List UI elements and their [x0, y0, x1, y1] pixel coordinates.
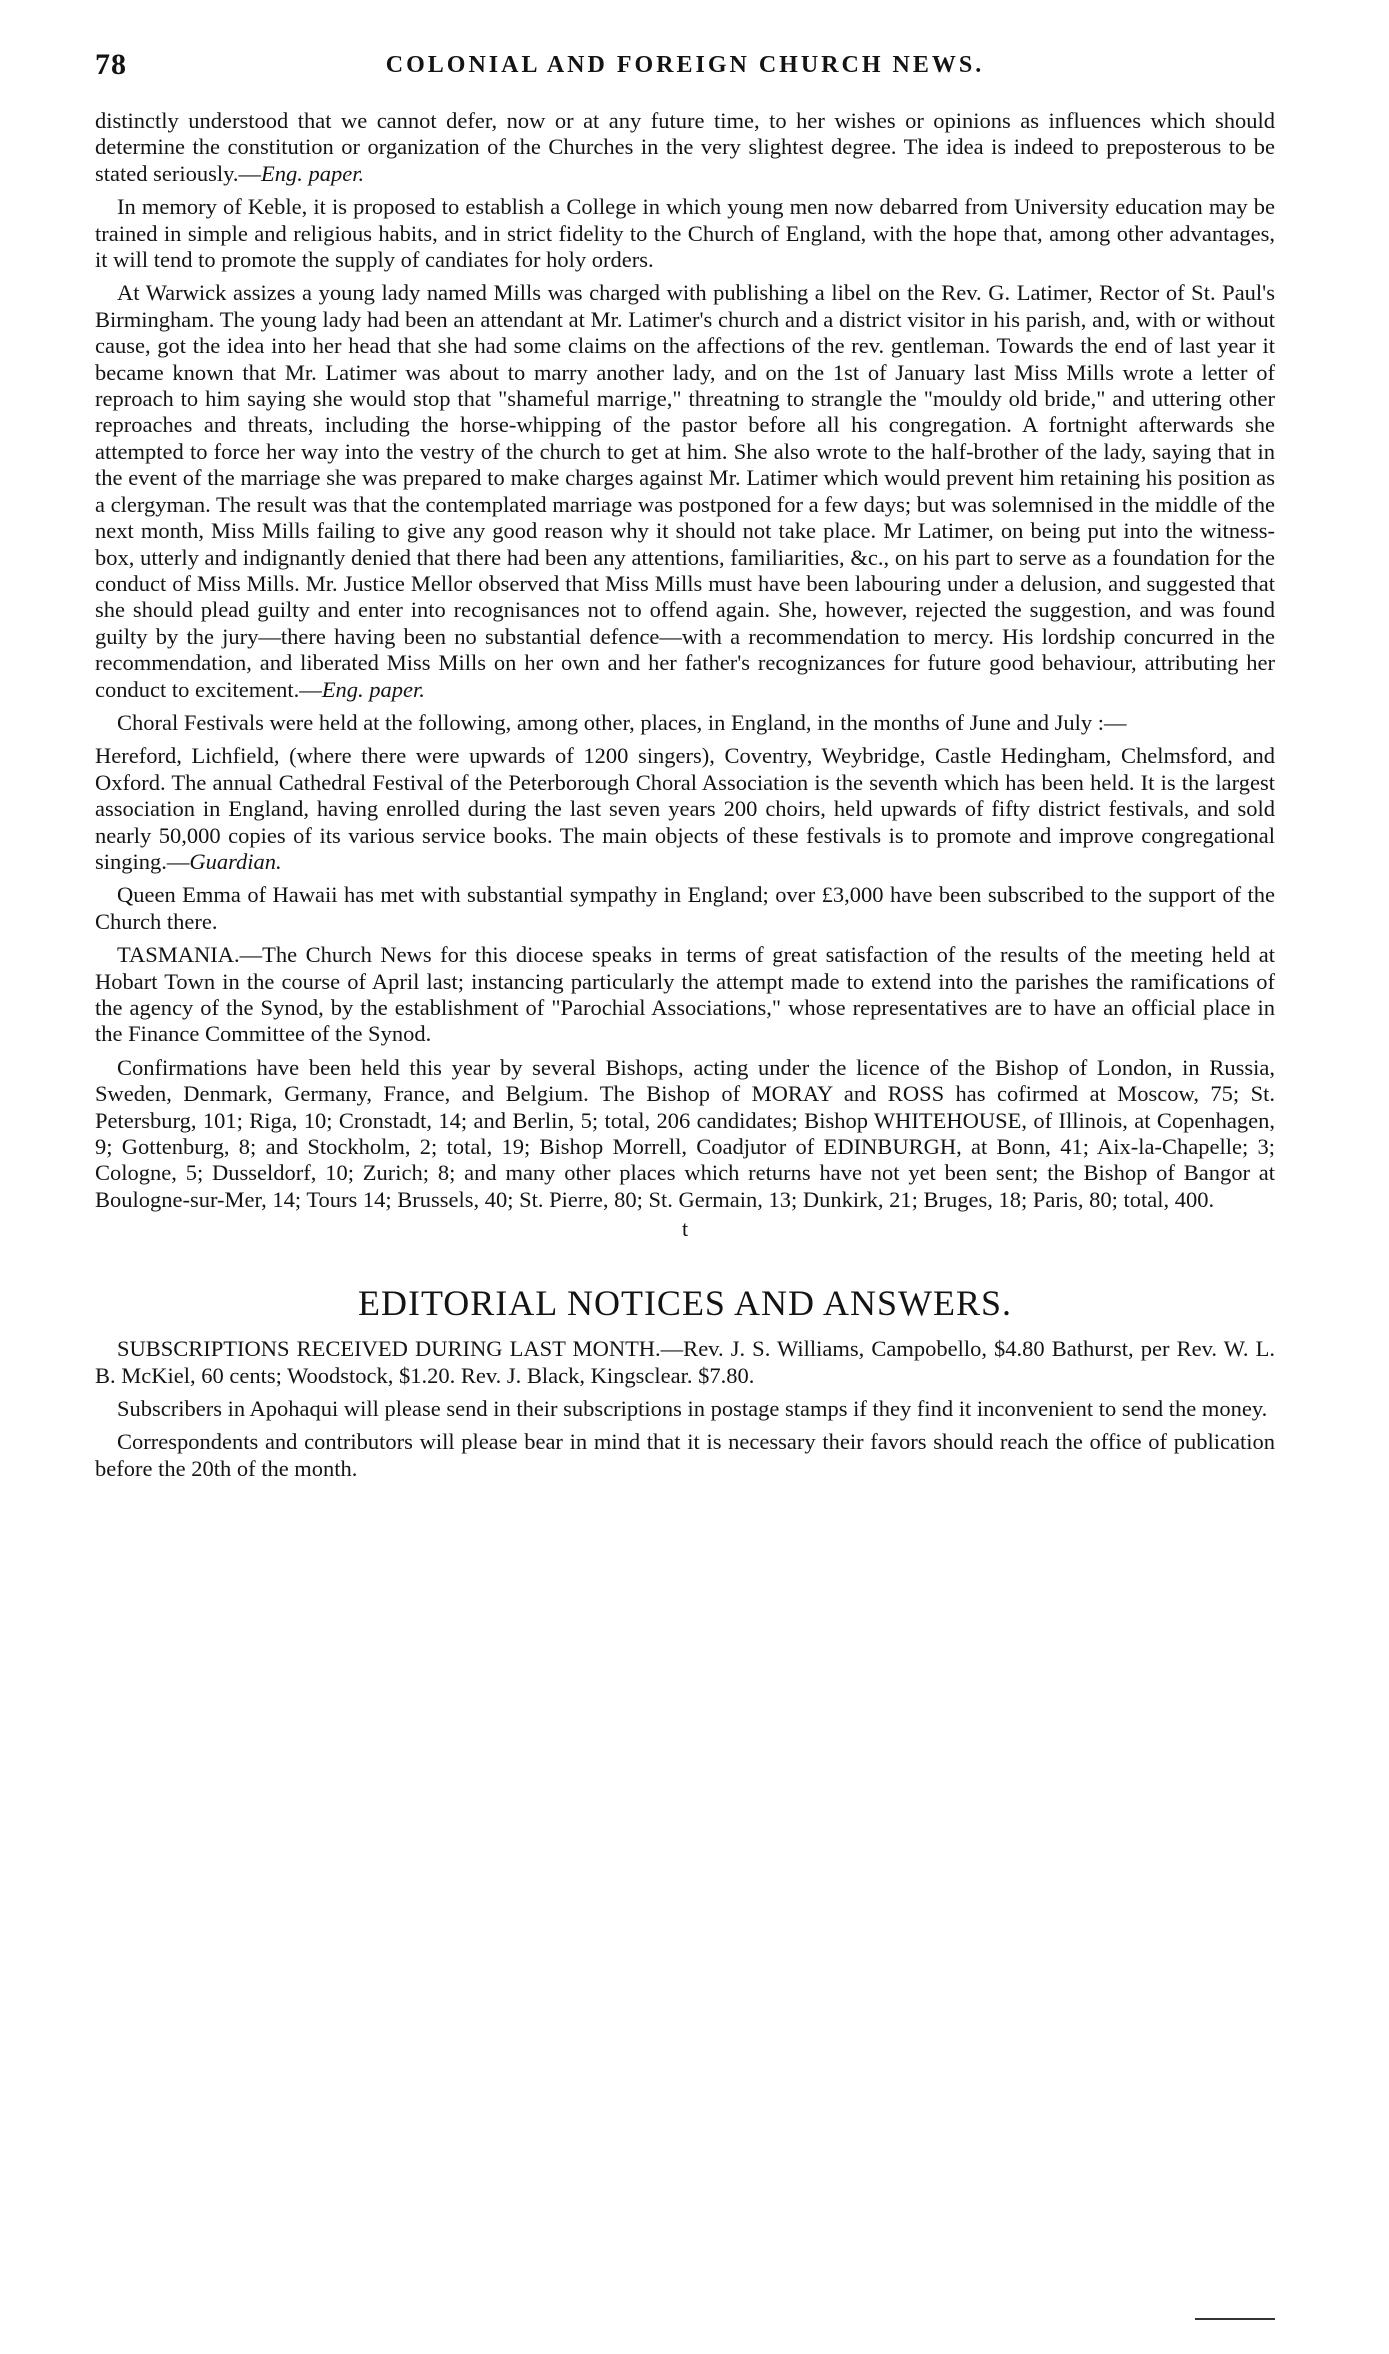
paragraph-text: SUBSCRIPTIONS RECEIVED DURING LAST MONTH.—Rev. J. S. Williams, Campobello, $4.80 Bathurst, per Rev. W. L. B. McKiel, 60 cents; Woodstock, $1.20. Rev. J. Black, Kingsclear. $7.80. [95, 1336, 1275, 1388]
paragraph-festival-places [95, 743, 1275, 875]
page [95, 40, 1275, 2330]
paragraph-text: At Warwick assizes a young lady named Mills was charged with publishing a libel on the Rev. G. Latimer, Rector of St. Paul's Birmingham. The young lady had been an attendant at Mr. Latimer's church and a district visitor in his parish, and, with or without cause, got the idea into her head that she had some claims on the affections of the rev. gentleman. Towards the end of last year it became known that Mr. Latimer was about to marry another lady, and on the 1st of January last Miss Mills wrote a letter of reproach to him saying she would stop that "shameful marrige," threatning to strangle the "mouldy old bride," and uttering other reproaches and threats, including the horse-whipping of the pastor before all his congregation. A fortnight afterwards she attempted to force her way into the vestry of the church to get at him. She also wrote to the half-brother of the lady, saying that in the event of the marriage she was prepared to make charges against Mr. Latimer which would prevent him retaining his position as a clergyman. The result was that the contemplated marriage was postponed for a few days; but was solemnised in the middle of the next month, Miss Mills failing to give any good reason why it should not take place. Mr Latimer, on being put into the witness-box, utterly and indignantly denied that there had been any attentions, familiarities, &c., on his part to serve as a foundation for the conduct of Miss Mills. Mr. Justice Mellor observed that Miss Mills must have been labouring under a delusion, and suggested that she should plead guilty and enter into recognisances not to offend again. She, however, rejected the suggestion, and was found guilty by the jury—there having been no substantial defence—with a recommendation to mercy. His lordship concurred in the recommendation, and liberated Miss Mills on her own and her father's recognizances for future good behaviour, attributing her conduct to excitement.— [95, 280, 1275, 702]
section-title: EDITORIAL NOTICES AND ANSWERS. [357, 1283, 1012, 1324]
paragraph-source: Guardian. [189, 848, 282, 874]
paragraph-text: In memory of Keble, it is proposed to establish a College in which young men now debarred from University education may be trained in simple and religious habits, and in strict fidelity to the Church of England, with the hope that, among other advantages, it will tend to promote the supply of candiates for holy orders. [95, 194, 1275, 273]
editorial-section [95, 1282, 1275, 1482]
paragraph-text: Confirmations have been held this year by several Bishops, acting under the licence of the Bishop of London, in Russia, Sweden, Denmark, Germany, France, and Belgium. The Bishop of MORAY and ROSS has cofirmed at Moscow, 75; St. Petersburg, 101; Riga, 10; Cronstadt, 14; and Berlin, 5; total, 206 candidates; Bishop WHITEHOUSE, of Illinois, at Copenhagen, 9; Gottenburg, 8; and Stockholm, 2; total, 19; Bishop Morrell, Coadjutor of EDINBURGH, at Bonn, 41; Aix-la-Chapelle; 3; Cologne, 5; Dusseldorf, 10; Zurich; 8; and many other places which returns have not yet been sent; the Bishop of Bangor at Boulogne-sur-Mer, 14; Tours 14; Brussels, 40; St. Pierre, 80; St. Germain, 13; Dunkirk, 21; Bruges, 18; Paris, 80; total, 400. [95, 1054, 1275, 1212]
paragraph-queen-emma [95, 882, 1275, 935]
paragraph-choral-festivals [95, 710, 1275, 736]
footer-rule [1195, 2318, 1275, 2320]
paragraph-text: Queen Emma of Hawaii has met with substantial sympathy in England; over £3,000 have been subscribed to the support of the Church there. [95, 882, 1275, 934]
paragraph-continuation [95, 108, 1275, 187]
paragraph-source: Eng. paper. [321, 676, 425, 702]
paragraph-keble-college [95, 194, 1275, 273]
paragraph-text: Hereford, Lichfield, (where there were upwards of 1200 singers), Coventry, Weybridge, Castle Hedingham, Chelmsford, and Oxford. The annual Cathedral Festival of the Peterborough Choral Association is the seventh which has been held. It is the largest association in England, having enrolled during the last seven years 200 choirs, held upwards of fifty district festivals, and sold nearly 50,000 copies of its various service books. The main objects of these festivals is to promote and improve congregational singing.— [95, 743, 1275, 874]
end-mark: t [681, 1216, 689, 1242]
editorial-apohaqui [95, 1396, 1275, 1422]
paragraph-warwick-assizes [95, 280, 1275, 703]
paragraph-text: TASMANIA.—The Church News for this diocese speaks in terms of great satisfaction of the results of the meeting held at Hobart Town in the course of April last; instancing particularly the attempt made to extend into the parishes the ramifications of the agency of the Synod, by the establishment of "Parochial Associations," whose representatives are to have an official place in the Finance Committee of the Synod. [95, 942, 1275, 1047]
paragraph-text: distinctly understood that we cannot defer, now or at any future time, to her wishes or opinions as influences which should determine the constitution or organization of the Churches in the very slightest degree. The idea is indeed to preposterous to be stated seriously.— [95, 108, 1275, 186]
paragraph-text: Correspondents and contributors will please bear in mind that it is necessary their favors should reach the office of publication before the 20th of the month. [95, 1429, 1275, 1481]
page-number: 78 [95, 48, 127, 81]
page-header-title: COLONIAL AND FOREIGN CHURCH NEWS. [385, 52, 985, 78]
editorial-correspondents [95, 1429, 1275, 1482]
paragraph-confirmations [95, 1055, 1275, 1213]
paragraph-text: Subscribers in Apohaqui will please send in their subscriptions in postage stamps if they find it inconvenient to send the money. [117, 1396, 1268, 1422]
running-head [95, 40, 1275, 100]
paragraph-source: Eng. paper. [261, 160, 365, 186]
paragraph-text: Choral Festivals were held at the following, among other, places, in England, in the months of June and July :— [117, 709, 1127, 735]
paragraph-tasmania [95, 942, 1275, 1048]
news-column [95, 108, 1275, 1242]
editorial-subscriptions [95, 1336, 1275, 1389]
